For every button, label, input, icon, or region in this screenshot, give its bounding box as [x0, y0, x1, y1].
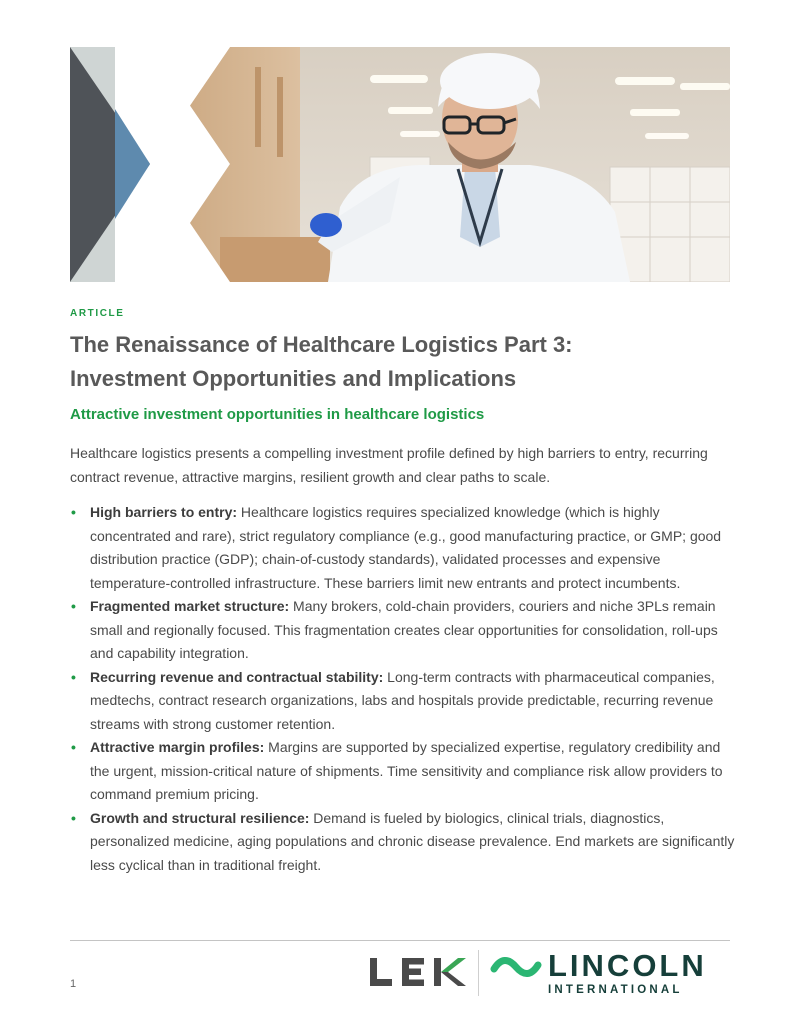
lek-logo — [368, 952, 468, 992]
bullet-text: Long-term contracts with pharmaceutical companies, medtechs, contract research organizations, labs and hospitals provide predictable, recurring revenue streams with strong customer retention. — [90, 668, 715, 732]
bullet-text: Many brokers, cold-chain providers, couriers and niche 3PLs remain small and regionally focused. This fragmentation creates clear opportunities for consolidation, roll-ups and capability integration. — [90, 598, 718, 661]
bullet-lead: High barriers to entry: — [90, 504, 238, 520]
lincoln-submark: INTERNATIONAL — [548, 984, 683, 996]
bullet-text: Healthcare logistics requires specialized knowledge (which is highly concentrated and rare), strict regulatory compliance (e.g., good manufacturing practice, or GMP; good distribution practice (GDP); chain-of-custody standards), validated processes and expensive temperature-controlled infrastructure. These barriers limit new entrants and protect incumbents. — [90, 504, 722, 591]
article-eyebrow: ARTICLE — [70, 308, 125, 319]
bullet-item — [70, 736, 735, 807]
bullet-item — [70, 595, 735, 666]
bullet-item — [70, 501, 735, 595]
bullet-dot-icon: • — [71, 809, 76, 826]
article-title — [70, 328, 730, 396]
section-subtitle: Attractive investment opportunities in healthcare logistics — [70, 406, 485, 423]
article-title-line1: The Renaissance of Healthcare Logistics Part 3: — [70, 332, 573, 357]
bullet-dot-icon: • — [71, 598, 76, 614]
bullet-dot-icon: • — [71, 739, 76, 755]
footer-divider — [70, 940, 730, 941]
article-title-line2: Investment Opportunities and Implications — [70, 366, 517, 391]
bullet-lead: Attractive margin profiles: — [90, 739, 265, 755]
bullet-list — [70, 501, 735, 877]
bullet-dot-icon: • — [71, 504, 76, 520]
hero-banner — [70, 47, 730, 282]
bullet-lead: Growth and structural resilience: — [90, 809, 310, 826]
bullet-item — [70, 666, 735, 737]
bullet-text: Demand is fueled by biologics, clinical trials, diagnostics, personalized medicine, aging populations and chronic disease prevalence. End markets are significantly less cyclical than in traditional freight. — [90, 809, 735, 873]
bullet-lead: Fragmented market structure: — [90, 598, 290, 614]
lincoln-wave-icon — [490, 951, 542, 983]
lincoln-wordmark: LINCOLN — [548, 948, 707, 983]
lincoln-logo — [490, 948, 735, 1000]
hero-image — [70, 47, 730, 282]
intro-paragraph: Healthcare logistics presents a compelling investment profile defined by high barriers to entry, recurring contract revenue, attractive margins, resilient growth and clear paths to scale. — [70, 445, 708, 485]
logo-separator — [478, 950, 479, 996]
page-number: 1 — [70, 978, 77, 990]
bullet-lead: Recurring revenue and contractual stability: — [90, 668, 384, 685]
bullet-text: Margins are supported by specialized expertise, regulatory credibility and the urgent, mission-critical nature of shipments. Time sensitivity and compliance risk allow providers to command premium pricing. — [90, 739, 723, 802]
bullet-item — [70, 807, 735, 878]
bullet-dot-icon: • — [71, 668, 76, 685]
